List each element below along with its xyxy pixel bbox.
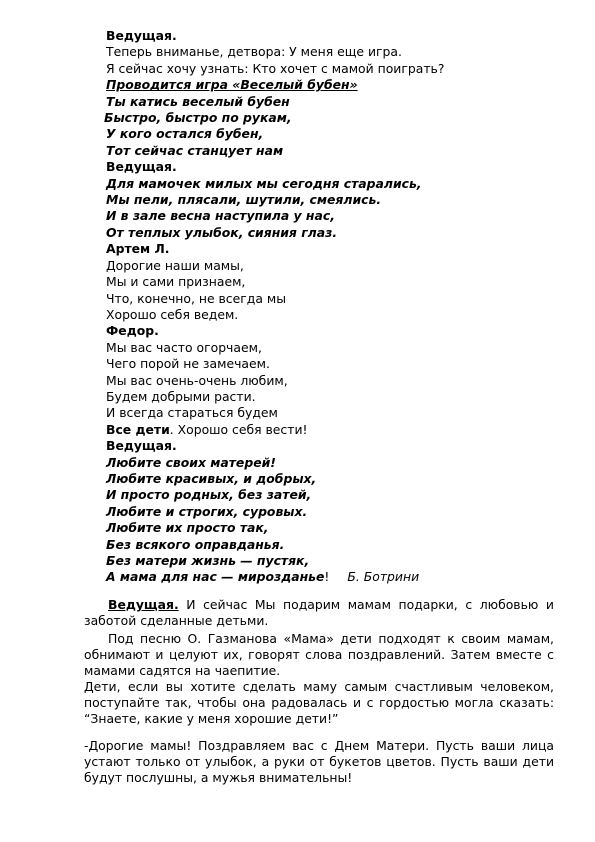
verse-line: И всегда стараться будем <box>106 405 278 421</box>
verse-text: А мама для нас — мирозданье <box>106 569 325 585</box>
verse-line: Любите красивых, и добрых, <box>106 470 317 486</box>
verse-line: Мы и сами признаем, <box>106 274 246 290</box>
verse-line: Что, конечно, не всегда мы <box>106 290 286 306</box>
speaker-heading: Федор. <box>106 323 159 339</box>
paragraph: Дети, если вы хотите сделать маму самым счастливым человеком, поступайте так, чтобы она радовалась и с гордостью могла сказать: “Знаете, какие у меня хорошие дети!” <box>84 679 554 726</box>
paragraph: -Дорогие мамы! Поздравляем вас с Днем Матери. Пусть ваши лица устают только от улыбок, а руки от букетов цветов. Пусть ваши дети будут послушны, а мужья внимательны! <box>84 738 554 785</box>
verse-line: Я сейчас хочу узнать: Кто хочет с мамой поиграть? <box>106 60 445 76</box>
verse-line: Без матери жизнь — пустяк, <box>106 553 310 568</box>
verse-line: У кого остался бубен, <box>106 126 264 142</box>
verse-line: Мы вас часто огорчаем, <box>106 339 262 355</box>
poem-author: Б. Ботрини <box>347 569 420 585</box>
paragraph-text: И сейчас Мы подарим мамам подарки, с любовью и заботой сделанные детьми. <box>84 597 554 628</box>
verse-line: И в зале весна наступила у нас, <box>106 208 335 224</box>
verse-line: Дорогие наши мамы, <box>106 257 244 273</box>
verse-line: От теплых улыбок, сияния глаз. <box>106 224 338 240</box>
speaker-inline: Все дети <box>106 421 170 437</box>
verse-line: Быстро, быстро по рукам, <box>104 110 292 126</box>
speaker-heading: Артем Л. <box>106 241 170 257</box>
verse-line: Тот сейчас станцует нам <box>106 142 284 158</box>
speaker-heading: Ведущая. <box>106 438 177 454</box>
verse-line: Хорошо себя ведем. <box>106 306 239 322</box>
prose-section <box>84 597 554 786</box>
verse-line: Ты катись веселый бубен <box>106 93 290 109</box>
game-title: Проводится игра «Веселый бубен» <box>106 77 358 93</box>
paragraph: Под песню О. Газманова «Мама» дети подходят к своим мамам, обнимают и целуют их, говорят слова поздравлений. Затем вместе с мамами садятся на чаепитие. <box>84 631 554 678</box>
verse-text: ! <box>324 569 330 585</box>
verse-line: Любите их просто так, <box>106 520 269 536</box>
verse-line: И просто родных, без затей, <box>106 487 312 503</box>
verse-line: Мы пели, плясали, шутили, смеялись. <box>106 192 382 208</box>
paragraph <box>84 597 554 629</box>
verse-line <box>106 422 576 438</box>
script-verses <box>106 28 576 586</box>
verse-line <box>106 569 576 585</box>
verse-line: Теперь вниманье, детвора: У меня еще игра. <box>106 44 402 60</box>
verse-text: . Хорошо себя вести! <box>169 421 308 437</box>
verse-line: Без всякого оправданья. <box>106 536 285 552</box>
verse-line: Чего порой не замечаем. <box>106 356 270 372</box>
verse-line: Любите своих матерей! <box>106 454 276 470</box>
speaker-heading: Ведущая. <box>106 28 177 43</box>
verse-line: Любите и строгих, суровых. <box>106 503 308 519</box>
speaker-heading: Ведущая. <box>106 159 177 175</box>
verse-line: Будем добрыми расти. <box>106 388 256 404</box>
verse-line: Для мамочек милых мы сегодня старались, <box>106 175 422 191</box>
verse-line: Мы вас очень-очень любим, <box>106 372 288 388</box>
speaker-inline: Ведущая. <box>108 597 179 612</box>
